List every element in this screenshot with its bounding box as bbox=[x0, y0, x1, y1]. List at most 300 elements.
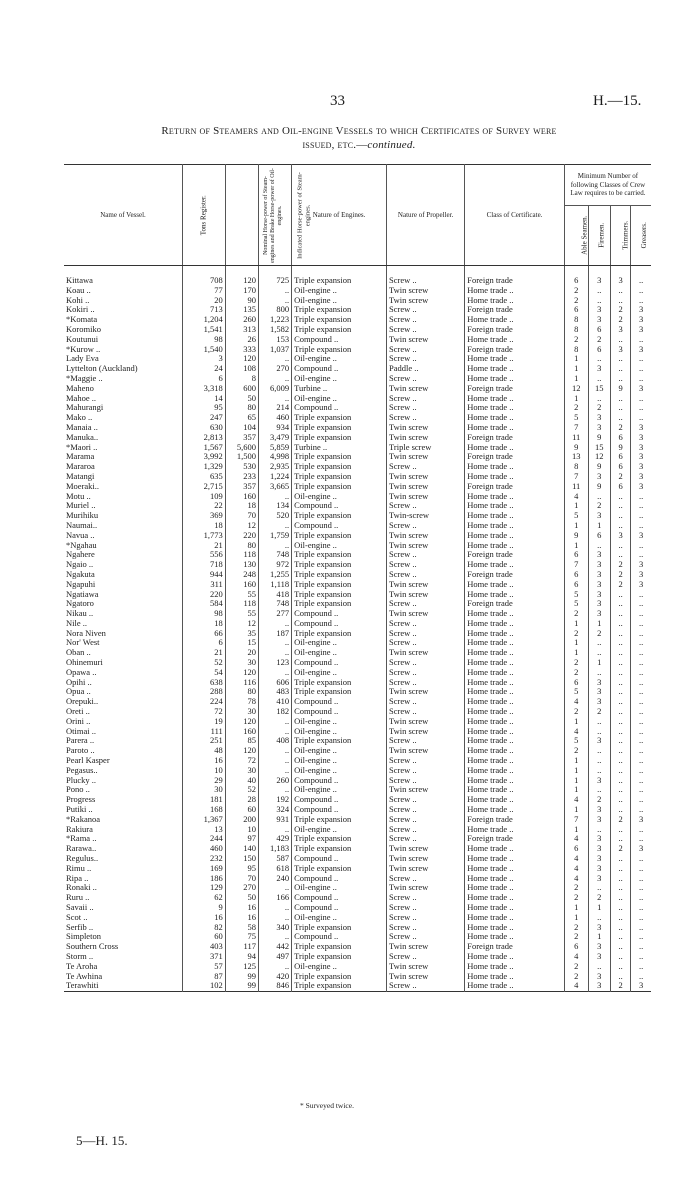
cell-tons: 708 bbox=[183, 266, 226, 286]
cell-propeller: Screw .. bbox=[387, 501, 465, 511]
cell-firemen: 3 bbox=[588, 266, 611, 286]
cell-nominal-hp: 140 bbox=[225, 844, 258, 854]
cell-firemen: 6 bbox=[588, 345, 611, 355]
cell-able-seamen: 1 bbox=[564, 776, 588, 786]
table-row bbox=[64, 423, 651, 433]
cell-name: Ngatoro bbox=[64, 599, 183, 609]
cell-firemen: 1 bbox=[588, 619, 611, 629]
title-line-2 bbox=[64, 138, 654, 152]
cell-name: Opihi .. bbox=[64, 678, 183, 688]
cell-name: Southern Cross bbox=[64, 942, 183, 952]
table-row bbox=[64, 531, 651, 541]
cell-able-seamen: 4 bbox=[564, 727, 588, 737]
cell-name: Ngapuhi bbox=[64, 580, 183, 590]
cell-greasers: .. bbox=[638, 364, 644, 374]
cell-name: Oreti .. bbox=[64, 707, 183, 717]
cell-nominal-hp: 357 bbox=[225, 482, 258, 492]
cell-able-seamen: 5 bbox=[564, 590, 588, 600]
header-firemen bbox=[588, 206, 611, 266]
cell-name: *Maggie .. bbox=[64, 374, 183, 384]
cell-indicated-hp: .. bbox=[258, 903, 291, 913]
cell-trimmers: .. bbox=[611, 354, 631, 364]
cell-indicated-hp: 2,935 bbox=[258, 462, 291, 472]
cell-greasers: .. bbox=[638, 403, 644, 413]
cell-indicated-hp: 460 bbox=[258, 413, 291, 423]
table-row bbox=[64, 335, 651, 345]
cell-engines: Triple expansion bbox=[292, 864, 387, 874]
cell-engines: Triple expansion bbox=[292, 531, 387, 541]
cell-propeller: Screw .. bbox=[387, 805, 465, 815]
cell-name: Te Awhina bbox=[64, 972, 183, 982]
header-propeller: Nature of Propeller. bbox=[387, 165, 465, 266]
cell-trimmers: .. bbox=[611, 511, 631, 521]
cell-greasers: .. bbox=[638, 520, 644, 530]
cell-tons: 14 bbox=[183, 394, 226, 404]
cell-tons: 1,567 bbox=[183, 443, 226, 453]
cell-trimmers: 2 bbox=[611, 305, 631, 315]
table-row bbox=[64, 472, 651, 482]
cell-trimmers: .. bbox=[611, 893, 631, 903]
cell-tons: 3,992 bbox=[183, 452, 226, 462]
cell-engines: Triple expansion bbox=[292, 570, 387, 580]
cell-certificate: Home trade .. bbox=[465, 580, 565, 590]
cell-engines: Oil-engine .. bbox=[292, 638, 387, 648]
cell-able-seamen: 2 bbox=[564, 296, 588, 306]
cell-engines: Triple expansion bbox=[292, 550, 387, 560]
cell-engines: Compound .. bbox=[292, 609, 387, 619]
cell-tons: 62 bbox=[183, 893, 226, 903]
cell-nominal-hp: 60 bbox=[225, 805, 258, 815]
cell-tons: 129 bbox=[183, 883, 226, 893]
cell-engines: Compound .. bbox=[292, 619, 387, 629]
cell-nominal-hp: 1,500 bbox=[225, 452, 258, 462]
cell-firemen: 2 bbox=[588, 629, 611, 639]
cell-engines: Compound .. bbox=[292, 364, 387, 374]
cell-trimmers: .. bbox=[611, 658, 631, 668]
cell-name: Regulus.. bbox=[64, 854, 183, 864]
cell-able-seamen: 1 bbox=[564, 541, 588, 551]
cell-trimmers: .. bbox=[611, 785, 631, 795]
cell-name: Nor' West bbox=[64, 638, 183, 648]
cell-name: Orini .. bbox=[64, 717, 183, 727]
cell-tons: 181 bbox=[183, 795, 226, 805]
cell-certificate: Foreign trade bbox=[465, 834, 565, 844]
cell-indicated-hp: .. bbox=[258, 541, 291, 551]
cell-certificate: Home trade .. bbox=[465, 962, 565, 972]
cell-able-seamen: 8 bbox=[564, 325, 588, 335]
cell-engines: Oil-engine .. bbox=[292, 913, 387, 923]
cell-nominal-hp: 55 bbox=[225, 609, 258, 619]
cell-able-seamen: 6 bbox=[564, 266, 588, 286]
cell-engines: Triple expansion bbox=[292, 266, 387, 286]
cell-nominal-hp: 108 bbox=[225, 364, 258, 374]
header-tons-text: Tons Register. bbox=[199, 195, 208, 235]
cell-greasers: 3 bbox=[638, 462, 644, 472]
cell-trimmers: .. bbox=[611, 296, 631, 306]
cell-nominal-hp: 58 bbox=[225, 923, 258, 933]
cell-propeller: Screw .. bbox=[387, 560, 465, 570]
cell-certificate: Home trade .. bbox=[465, 913, 565, 923]
cell-name: Nora Niven bbox=[64, 629, 183, 639]
cell-nominal-hp: 160 bbox=[225, 580, 258, 590]
cell-certificate: Home trade .. bbox=[465, 756, 565, 766]
cell-name: Mararoa bbox=[64, 462, 183, 472]
cell-able-seamen: 6 bbox=[564, 305, 588, 315]
cell-name: *Kurow .. bbox=[64, 345, 183, 355]
cell-name: Rarawa.. bbox=[64, 844, 183, 854]
header-able-text: Able Seamen. bbox=[580, 215, 589, 256]
cell-nominal-hp: 70 bbox=[225, 511, 258, 521]
cell-name: Pearl Kasper bbox=[64, 756, 183, 766]
title-line-1: Return of Steamers and Oil-engine Vessels to which Certificates of Survey were bbox=[161, 125, 557, 137]
cell-tons: 16 bbox=[183, 913, 226, 923]
table-row bbox=[64, 766, 651, 776]
cell-name: Opua .. bbox=[64, 687, 183, 697]
cell-nominal-hp: 72 bbox=[225, 756, 258, 766]
cell-name: Mahurangi bbox=[64, 403, 183, 413]
cell-name: *Ngahau bbox=[64, 541, 183, 551]
cell-greasers: .. bbox=[638, 824, 644, 834]
cell-certificate: Home trade .. bbox=[465, 638, 565, 648]
cell-greasers: 3 bbox=[638, 481, 644, 491]
cell-propeller: Screw .. bbox=[387, 354, 465, 364]
header-trimmers bbox=[611, 206, 631, 266]
cell-able-seamen: 4 bbox=[564, 981, 588, 991]
page-number: 33 bbox=[330, 93, 345, 109]
cell-trimmers: .. bbox=[611, 374, 631, 384]
cell-nominal-hp: 120 bbox=[225, 746, 258, 756]
table-row bbox=[64, 913, 651, 923]
cell-propeller: Twin screw bbox=[387, 609, 465, 619]
cell-indicated-hp: .. bbox=[258, 394, 291, 404]
cell-propeller: Twin screw bbox=[387, 531, 465, 541]
cell-tons: 98 bbox=[183, 609, 226, 619]
table-row bbox=[64, 599, 651, 609]
table-row bbox=[64, 560, 651, 570]
table-body bbox=[64, 266, 651, 992]
cell-name: Kohi .. bbox=[64, 296, 183, 306]
table-row bbox=[64, 952, 651, 962]
cell-nominal-hp: 160 bbox=[225, 492, 258, 502]
cell-able-seamen: 2 bbox=[564, 286, 588, 296]
cell-tons: 247 bbox=[183, 413, 226, 423]
cell-greasers: 3 bbox=[638, 324, 644, 334]
cell-engines: Triple expansion bbox=[292, 305, 387, 315]
cell-trimmers: .. bbox=[611, 609, 631, 619]
cell-firemen: 3 bbox=[588, 805, 611, 815]
cell-certificate: Home trade .. bbox=[465, 531, 565, 541]
cell-trimmers: .. bbox=[611, 825, 631, 835]
cell-firemen: 2 bbox=[588, 707, 611, 717]
cell-firemen: 1 bbox=[588, 903, 611, 913]
cell-tons: 2,813 bbox=[183, 433, 226, 443]
cell-nominal-hp: 65 bbox=[225, 413, 258, 423]
cell-nominal-hp: 120 bbox=[225, 354, 258, 364]
cell-trimmers: .. bbox=[611, 805, 631, 815]
cell-indicated-hp: .. bbox=[258, 727, 291, 737]
cell-propeller: Screw .. bbox=[387, 795, 465, 805]
cell-able-seamen: 4 bbox=[564, 834, 588, 844]
cell-propeller: Screw .. bbox=[387, 413, 465, 423]
cell-tons: 1,773 bbox=[183, 531, 226, 541]
cell-trimmers: 6 bbox=[611, 452, 631, 462]
cell-nominal-hp: 16 bbox=[225, 903, 258, 913]
cell-name: *Komata bbox=[64, 315, 183, 325]
cell-indicated-hp: 187 bbox=[258, 629, 291, 639]
cell-tons: 19 bbox=[183, 717, 226, 727]
cell-firemen: 3 bbox=[588, 697, 611, 707]
cell-indicated-hp: 618 bbox=[258, 864, 291, 874]
table-row bbox=[64, 756, 651, 766]
cell-indicated-hp: 240 bbox=[258, 874, 291, 884]
cell-engines: Oil-engine .. bbox=[292, 825, 387, 835]
cell-trimmers: 6 bbox=[611, 433, 631, 443]
cell-tons: 24 bbox=[183, 364, 226, 374]
cell-firemen: 15 bbox=[588, 384, 611, 394]
cell-engines: Oil-engine .. bbox=[292, 717, 387, 727]
cell-tons: 18 bbox=[183, 521, 226, 531]
cell-trimmers: 3 bbox=[611, 325, 631, 335]
cell-trimmers: .. bbox=[611, 364, 631, 374]
cell-certificate: Home trade .. bbox=[465, 923, 565, 933]
cell-greasers: .. bbox=[638, 658, 644, 668]
cell-propeller: Twin screw bbox=[387, 384, 465, 394]
cell-greasers: 3 bbox=[638, 530, 644, 540]
cell-certificate: Home trade .. bbox=[465, 746, 565, 756]
cell-trimmers: .. bbox=[611, 619, 631, 629]
cell-able-seamen: 2 bbox=[564, 707, 588, 717]
cell-trimmers: .. bbox=[611, 776, 631, 786]
cell-indicated-hp: 725 bbox=[258, 266, 291, 286]
cell-name: Matangi bbox=[64, 472, 183, 482]
cell-propeller: Screw .. bbox=[387, 776, 465, 786]
cell-nominal-hp: 78 bbox=[225, 697, 258, 707]
cell-greasers: .. bbox=[638, 373, 644, 383]
cell-nominal-hp: 104 bbox=[225, 423, 258, 433]
cell-tons: 72 bbox=[183, 707, 226, 717]
cell-greasers: 3 bbox=[638, 844, 644, 854]
cell-greasers: 3 bbox=[638, 315, 644, 325]
cell-trimmers: 2 bbox=[611, 815, 631, 825]
cell-tons: 2,715 bbox=[183, 482, 226, 492]
cell-propeller: Twin screw bbox=[387, 433, 465, 443]
table-row bbox=[64, 727, 651, 737]
cell-nominal-hp: 120 bbox=[225, 266, 258, 286]
table-row bbox=[64, 354, 651, 364]
cell-certificate: Foreign trade bbox=[465, 942, 565, 952]
cell-able-seamen: 4 bbox=[564, 874, 588, 884]
cell-certificate: Home trade .. bbox=[465, 423, 565, 433]
cell-firemen: .. bbox=[588, 746, 611, 756]
cell-engines: Triple expansion bbox=[292, 834, 387, 844]
cell-able-seamen: 8 bbox=[564, 345, 588, 355]
cell-nominal-hp: 260 bbox=[225, 315, 258, 325]
table-row bbox=[64, 521, 651, 531]
cell-tons: 1,367 bbox=[183, 815, 226, 825]
cell-able-seamen: 1 bbox=[564, 619, 588, 629]
cell-certificate: Home trade .. bbox=[465, 374, 565, 384]
cell-tons: 168 bbox=[183, 805, 226, 815]
cell-certificate: Home trade .. bbox=[465, 335, 565, 345]
cell-certificate: Home trade .. bbox=[465, 864, 565, 874]
cell-firemen: 3 bbox=[588, 834, 611, 844]
cell-tons: 224 bbox=[183, 697, 226, 707]
cell-certificate: Home trade .. bbox=[465, 286, 565, 296]
cell-greasers: .. bbox=[638, 922, 644, 932]
cell-firemen: 9 bbox=[588, 482, 611, 492]
table-row bbox=[64, 981, 651, 991]
table-row bbox=[64, 648, 651, 658]
cell-greasers: .. bbox=[638, 609, 644, 619]
cell-firemen: 3 bbox=[588, 580, 611, 590]
cell-firemen: 9 bbox=[588, 433, 611, 443]
cell-certificate: Home trade .. bbox=[465, 590, 565, 600]
cell-greasers: .. bbox=[638, 589, 644, 599]
table-row bbox=[64, 874, 651, 884]
table-row bbox=[64, 590, 651, 600]
cell-trimmers: .. bbox=[611, 697, 631, 707]
cell-greasers: 3 bbox=[638, 579, 644, 589]
cell-firemen: .. bbox=[588, 354, 611, 364]
cell-name: Marama bbox=[64, 452, 183, 462]
cell-nominal-hp: 55 bbox=[225, 590, 258, 600]
cell-certificate: Foreign trade bbox=[465, 433, 565, 443]
cell-name: Ngahere bbox=[64, 550, 183, 560]
cell-tons: 102 bbox=[183, 981, 226, 991]
cell-certificate: Home trade .. bbox=[465, 658, 565, 668]
cell-certificate: Home trade .. bbox=[465, 785, 565, 795]
cell-propeller: Twin screw bbox=[387, 687, 465, 697]
cell-certificate: Home trade .. bbox=[465, 560, 565, 570]
cell-greasers: 3 bbox=[638, 814, 644, 824]
cell-trimmers: 9 bbox=[611, 443, 631, 453]
cell-tons: 22 bbox=[183, 501, 226, 511]
cell-greasers: .. bbox=[638, 697, 644, 707]
cell-able-seamen: 5 bbox=[564, 511, 588, 521]
cell-indicated-hp: .. bbox=[258, 766, 291, 776]
cell-engines: Triple expansion bbox=[292, 472, 387, 482]
cell-nominal-hp: 70 bbox=[225, 874, 258, 884]
cell-certificate: Home trade .. bbox=[465, 932, 565, 942]
cell-firemen: .. bbox=[588, 883, 611, 893]
cell-greasers: .. bbox=[638, 726, 644, 736]
cell-trimmers: 6 bbox=[611, 482, 631, 492]
table-row bbox=[64, 805, 651, 815]
cell-certificate: Foreign trade bbox=[465, 570, 565, 580]
cell-greasers: .. bbox=[638, 746, 644, 756]
cell-able-seamen: 6 bbox=[564, 550, 588, 560]
cell-tons: 369 bbox=[183, 511, 226, 521]
cell-firemen: .. bbox=[588, 727, 611, 737]
cell-able-seamen: 4 bbox=[564, 697, 588, 707]
cell-indicated-hp: 1,255 bbox=[258, 570, 291, 580]
cell-greasers: .. bbox=[638, 775, 644, 785]
cell-tons: 1,204 bbox=[183, 315, 226, 325]
cell-certificate: Home trade .. bbox=[465, 609, 565, 619]
cell-name: Serfib .. bbox=[64, 923, 183, 933]
cell-trimmers: 2 bbox=[611, 423, 631, 433]
cell-propeller: Screw .. bbox=[387, 668, 465, 678]
cell-indicated-hp: .. bbox=[258, 962, 291, 972]
cell-greasers: .. bbox=[638, 912, 644, 922]
cell-engines: Compound .. bbox=[292, 903, 387, 913]
cell-certificate: Home trade .. bbox=[465, 511, 565, 521]
cell-indicated-hp: 420 bbox=[258, 972, 291, 982]
cell-certificate: Home trade .. bbox=[465, 844, 565, 854]
cell-trimmers: .. bbox=[611, 874, 631, 884]
cell-certificate: Foreign trade bbox=[465, 345, 565, 355]
cell-trimmers: 2 bbox=[611, 560, 631, 570]
cell-engines: Oil-engine .. bbox=[292, 883, 387, 893]
table-row bbox=[64, 413, 651, 423]
cell-greasers: .. bbox=[638, 393, 644, 403]
cell-propeller: Screw .. bbox=[387, 550, 465, 560]
cell-firemen: 2 bbox=[588, 893, 611, 903]
cell-greasers: .. bbox=[638, 285, 644, 295]
cell-greasers: 3 bbox=[638, 344, 644, 354]
cell-propeller: Screw .. bbox=[387, 952, 465, 962]
cell-certificate: Home trade .. bbox=[465, 805, 565, 815]
cell-nominal-hp: 15 bbox=[225, 638, 258, 648]
cell-certificate: Home trade .. bbox=[465, 296, 565, 306]
cell-able-seamen: 2 bbox=[564, 609, 588, 619]
cell-propeller: Screw .. bbox=[387, 903, 465, 913]
cell-certificate: Home trade .. bbox=[465, 413, 565, 423]
table-row bbox=[64, 903, 651, 913]
table-row bbox=[64, 394, 651, 404]
cell-indicated-hp: 408 bbox=[258, 736, 291, 746]
cell-trimmers: .. bbox=[611, 394, 631, 404]
cell-propeller: Screw .. bbox=[387, 521, 465, 531]
cell-greasers: .. bbox=[638, 354, 644, 364]
cell-trimmers: 3 bbox=[611, 531, 631, 541]
table-row bbox=[64, 864, 651, 874]
cell-engines: Oil-engine .. bbox=[292, 354, 387, 364]
cell-tons: 556 bbox=[183, 550, 226, 560]
header-tons bbox=[183, 165, 226, 266]
cell-greasers: .. bbox=[638, 599, 644, 609]
cell-certificate: Home trade .. bbox=[465, 462, 565, 472]
cell-engines: Turbine .. bbox=[292, 384, 387, 394]
table-row bbox=[64, 452, 651, 462]
cell-trimmers: 3 bbox=[611, 266, 631, 286]
table-row bbox=[64, 746, 651, 756]
cell-name: Manuka.. bbox=[64, 433, 183, 443]
cell-propeller: Twin-screw bbox=[387, 511, 465, 521]
cell-trimmers: .. bbox=[611, 746, 631, 756]
cell-nominal-hp: 10 bbox=[225, 825, 258, 835]
cell-name: Mahoe .. bbox=[64, 394, 183, 404]
table-row bbox=[64, 580, 651, 590]
cell-able-seamen: 1 bbox=[564, 805, 588, 815]
cell-trimmers: .. bbox=[611, 687, 631, 697]
cell-trimmers: 3 bbox=[611, 345, 631, 355]
cell-tons: 584 bbox=[183, 599, 226, 609]
cell-engines: Triple expansion bbox=[292, 981, 387, 991]
cell-propeller: Screw .. bbox=[387, 893, 465, 903]
cell-propeller: Screw .. bbox=[387, 570, 465, 580]
cell-nominal-hp: 530 bbox=[225, 462, 258, 472]
cell-tons: 944 bbox=[183, 570, 226, 580]
cell-engines: Oil-engine .. bbox=[292, 394, 387, 404]
cell-firemen: 2 bbox=[588, 795, 611, 805]
cell-indicated-hp: 1,759 bbox=[258, 531, 291, 541]
cell-certificate: Home trade .. bbox=[465, 727, 565, 737]
cell-indicated-hp: .. bbox=[258, 756, 291, 766]
cell-name: Terawhiti bbox=[64, 981, 183, 991]
cell-name: Lady Eva bbox=[64, 354, 183, 364]
cell-engines: Compound .. bbox=[292, 501, 387, 511]
